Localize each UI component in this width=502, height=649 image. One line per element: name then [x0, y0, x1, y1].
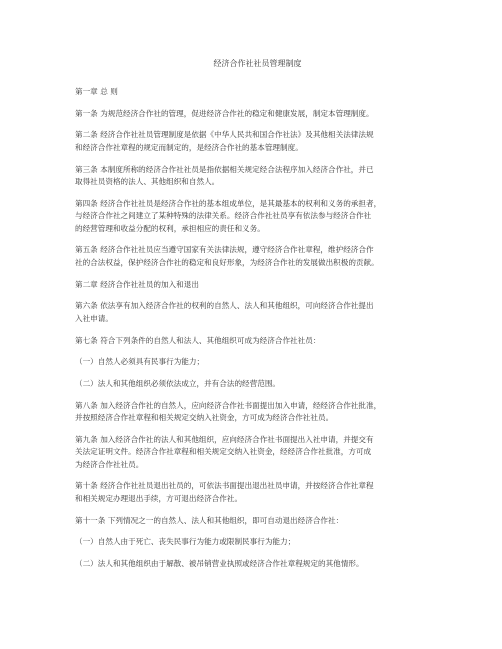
paragraph-line: 第二章 经济合作社社员的加入和退出 [75, 279, 199, 289]
paragraph-line: 第十一条 下列情况之一的自然人、法人和其他组织，即可自动退出经济合作社： [75, 515, 344, 525]
document-title: 经济合作社社员管理制度 [213, 59, 302, 68]
paragraph-line: 和相关规定办理退出手续，方可退出经济合作社。 [75, 493, 243, 503]
paragraph-line: 第十条 经济合作社社员退出社员的，可依法书面提出退出社员申请，并按经济合作社章程 [75, 481, 374, 491]
paragraph [75, 129, 434, 154]
paragraph [75, 300, 434, 325]
paragraph [75, 244, 434, 269]
paragraph-line: 入社申请。 [75, 313, 113, 323]
paragraph-line: 关法定证明文件。经济合作社章程和相关规定交纳入社资金，经经济合作社批准，方可成 [75, 447, 372, 457]
paragraph [75, 198, 434, 236]
paragraph-line: 第八条 加入经济合作社的自然人，应向经济合作社书面提出加入申请，经经济合作社批准， [75, 400, 382, 410]
paragraph [75, 536, 434, 549]
paragraph-line: 社的合法权益，保护经济合作社的稳定和良好形象，为经济合作社的发展做出积极的贡献。 [75, 257, 379, 267]
paragraph [75, 356, 434, 369]
paragraph [75, 480, 434, 505]
paragraph-line: 第五条 经济合作社社员应当遵守国家有关法律法规，遵守经济合作社章程，维护经济合作 [75, 245, 374, 255]
paragraph-line: 第九条 加入经济合作社的法人和其他组织，应向经济合作社书面提出入社申请，并提交有 [75, 434, 374, 444]
paragraph [75, 558, 434, 571]
paragraph-line: 的经营管理和收益分配的权利，承担相应的责任和义务。 [75, 223, 265, 233]
paragraph-line: （一）自然人由于死亡、丧失民事行为能力或限制民事行为能力； [75, 537, 296, 547]
paragraph [75, 515, 434, 528]
paragraph-line: 第六条 依法享有加入经济合作社的权利的自然人、法人和其他组织，可向经济合作社提出 [75, 301, 374, 311]
paragraph [75, 108, 434, 121]
paragraph [75, 164, 434, 189]
paragraph-line: 第三条 本制度所称的经济合作社社员是指依据相关规定经合法程序加入经济合作社，并已 [75, 164, 374, 174]
paragraph-line: 第一章 总 则 [75, 87, 118, 96]
paragraph-line: 第七条 符合下列条件的自然人和法人、其他组织可成为经济合作社社员： [75, 335, 321, 345]
paragraph-line: 第二条 经济合作社社员管理制度是依据《中华人民共和国合作社法》及其他相关法律法规 [75, 130, 374, 140]
paragraph [75, 86, 434, 99]
document-body [75, 86, 434, 571]
paragraph [75, 434, 434, 472]
paragraph-line: 和经济合作社章程的规定而制定的，是经济合作社的基本管理制度。 [75, 142, 303, 152]
paragraph-line: 第一条 为规范经济合作社的管理，促进经济合作社的稳定和健康发展，制定本管理制度。 [75, 108, 374, 118]
paragraph-line: 为经济合作社社员。 [75, 459, 144, 469]
paragraph-line: （二）法人和其他组织必须依法成立，并有合法的经营范围。 [75, 378, 281, 388]
paragraph-line: 取得社员资格的法人、其他组织和自然人。 [75, 177, 220, 187]
paragraph-line: 第四条 经济合作社社员是经济合作社的基本组成单位，是其最基本的权利和义务的承担者， [75, 198, 382, 208]
paragraph [75, 400, 434, 425]
paragraph-line: （二）法人和其他组织由于解散、被吊销营业执照或经济合作社章程规定的其他情形。 [75, 559, 364, 568]
paragraph [75, 378, 434, 391]
paragraph-line: （一）自然人必须具有民事行为能力； [75, 357, 205, 367]
paragraph [75, 279, 434, 292]
paragraph [75, 335, 434, 348]
paragraph-line: 与经济合作社之间建立了某种特殊的法律关系。经济合作社社员享有依法参与经济合作社 [75, 211, 372, 221]
paragraph-line: 并按照经济合作社章程和相关规定交纳入社资金，方可成为经济合作社社员。 [75, 413, 334, 423]
